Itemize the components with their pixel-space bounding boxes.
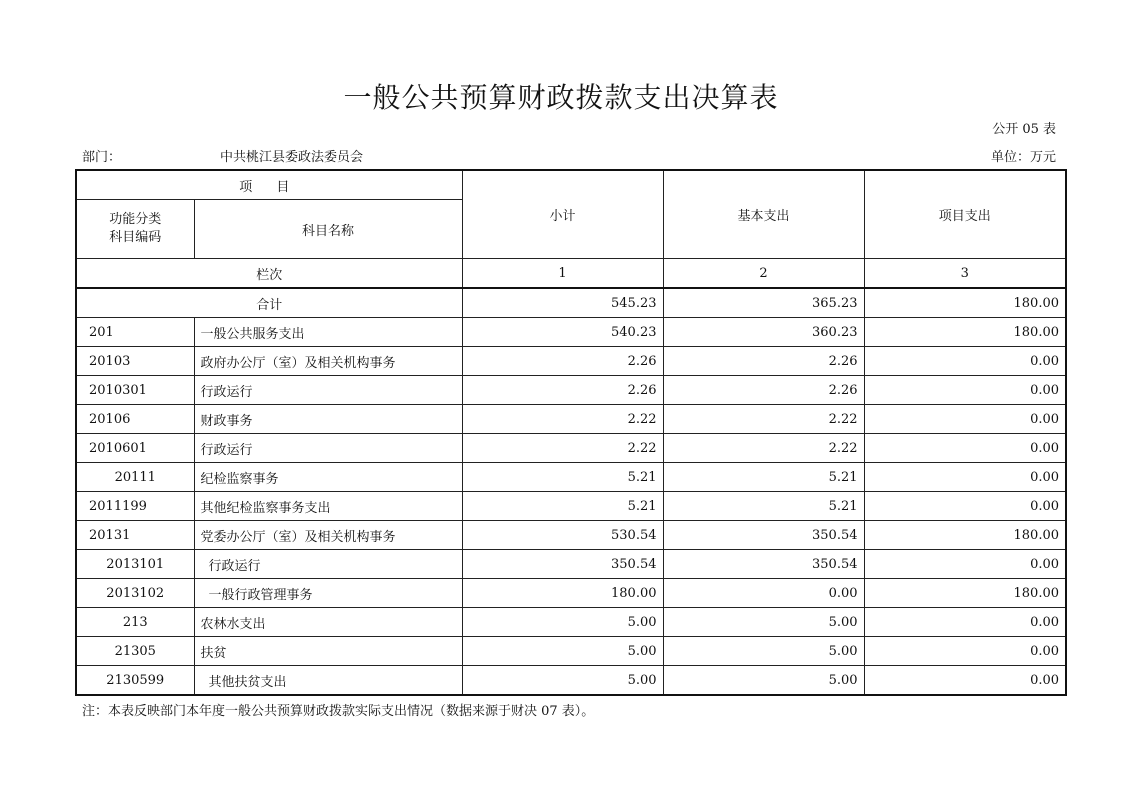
row-basic: 5.21	[663, 463, 864, 492]
row-basic: 360.23	[663, 318, 864, 347]
row-basic: 350.54	[663, 550, 864, 579]
row-project: 180.00	[864, 318, 1066, 347]
row-code: 2010601	[76, 434, 194, 463]
row-code: 21305	[76, 637, 194, 666]
header-project-expenditure: 项目支出	[864, 170, 1066, 259]
row-project: 0.00	[864, 376, 1066, 405]
row-basic: 2.26	[663, 347, 864, 376]
row-subtotal: 2.22	[462, 434, 663, 463]
table-row	[76, 579, 1066, 608]
row-subtotal: 530.54	[462, 521, 663, 550]
total-project: 180.00	[864, 288, 1066, 318]
row-basic: 2.22	[663, 434, 864, 463]
table-row	[76, 666, 1066, 696]
table-row	[76, 405, 1066, 434]
header-basic: 基本支出	[663, 170, 864, 259]
table-row	[76, 521, 1066, 550]
table-row	[76, 492, 1066, 521]
row-subtotal: 2.26	[462, 376, 663, 405]
total-basic: 365.23	[663, 288, 864, 318]
row-name: 行政运行	[194, 434, 462, 463]
row-project: 0.00	[864, 608, 1066, 637]
total-label: 合计	[76, 288, 462, 318]
row-code: 20131	[76, 521, 194, 550]
table-row	[76, 550, 1066, 579]
row-subtotal: 5.21	[462, 463, 663, 492]
row-name: 农林水支出	[194, 608, 462, 637]
row-subtotal: 540.23	[462, 318, 663, 347]
row-code: 201	[76, 318, 194, 347]
row-subtotal: 350.54	[462, 550, 663, 579]
row-name: 纪检监察事务	[194, 463, 462, 492]
row-subtotal: 5.00	[462, 637, 663, 666]
header-subtotal: 小计	[462, 170, 663, 259]
form-number: 公开 05 表	[992, 122, 1056, 137]
row-project: 180.00	[864, 521, 1066, 550]
row-subtotal: 2.26	[462, 347, 663, 376]
row-subtotal: 180.00	[462, 579, 663, 608]
row-project: 0.00	[864, 463, 1066, 492]
row-name: 其他扶贫支出	[194, 666, 462, 696]
department-label: 部门：	[82, 150, 122, 165]
row-subtotal: 5.21	[462, 492, 663, 521]
row-code: 2011199	[76, 492, 194, 521]
department-value: 中共桃江县委政法委员会	[220, 150, 364, 165]
column-index-label: 栏次	[76, 259, 462, 289]
row-name: 政府办公厅（室）及相关机构事务	[194, 347, 462, 376]
footnote: 注：本表反映部门本年度一般公共预算财政拨款实际支出情况（数据来源于财决 07 表）。	[82, 704, 595, 719]
total-subtotal: 545.23	[462, 288, 663, 318]
row-name: 党委办公厅（室）及相关机构事务	[194, 521, 462, 550]
header-name: 科目名称	[194, 200, 462, 259]
row-subtotal: 2.22	[462, 405, 663, 434]
row-code: 20111	[76, 463, 194, 492]
row-project: 0.00	[864, 492, 1066, 521]
table-row	[76, 347, 1066, 376]
row-project: 0.00	[864, 405, 1066, 434]
page-title: 一般公共预算财政拨款支出决算表	[343, 81, 779, 114]
row-name: 一般公共服务支出	[194, 318, 462, 347]
row-code: 2013101	[76, 550, 194, 579]
row-name: 扶贫	[194, 637, 462, 666]
row-name: 行政运行	[194, 550, 462, 579]
table-row	[76, 376, 1066, 405]
row-code: 2010301	[76, 376, 194, 405]
expenditure-table	[75, 169, 1067, 696]
row-code: 213	[76, 608, 194, 637]
table-row	[76, 318, 1066, 347]
row-code: 2130599	[76, 666, 194, 696]
unit-label: 单位：万元	[990, 150, 1056, 165]
row-basic: 2.26	[663, 376, 864, 405]
row-basic: 0.00	[663, 579, 864, 608]
header-code: 功能分类 科目编码	[76, 200, 194, 259]
table-row	[76, 608, 1066, 637]
column-index-2: 2	[663, 259, 864, 289]
row-basic: 5.00	[663, 637, 864, 666]
row-basic: 350.54	[663, 521, 864, 550]
column-index-3: 3	[864, 259, 1066, 289]
row-project: 0.00	[864, 434, 1066, 463]
row-basic: 2.22	[663, 405, 864, 434]
row-name: 行政运行	[194, 376, 462, 405]
column-index-1: 1	[462, 259, 663, 289]
table-row	[76, 463, 1066, 492]
row-subtotal: 5.00	[462, 666, 663, 696]
row-subtotal: 5.00	[462, 608, 663, 637]
row-code: 2013102	[76, 579, 194, 608]
row-project: 0.00	[864, 550, 1066, 579]
row-basic: 5.21	[663, 492, 864, 521]
row-basic: 5.00	[663, 666, 864, 696]
row-project: 180.00	[864, 579, 1066, 608]
row-code: 20106	[76, 405, 194, 434]
row-project: 0.00	[864, 347, 1066, 376]
row-project: 0.00	[864, 666, 1066, 696]
row-project: 0.00	[864, 637, 1066, 666]
header-project: 项 目	[76, 170, 462, 200]
row-name: 其他纪检监察事务支出	[194, 492, 462, 521]
row-code: 20103	[76, 347, 194, 376]
table-row	[76, 637, 1066, 666]
row-name: 财政事务	[194, 405, 462, 434]
table-row	[76, 434, 1066, 463]
row-name: 一般行政管理事务	[194, 579, 462, 608]
row-basic: 5.00	[663, 608, 864, 637]
